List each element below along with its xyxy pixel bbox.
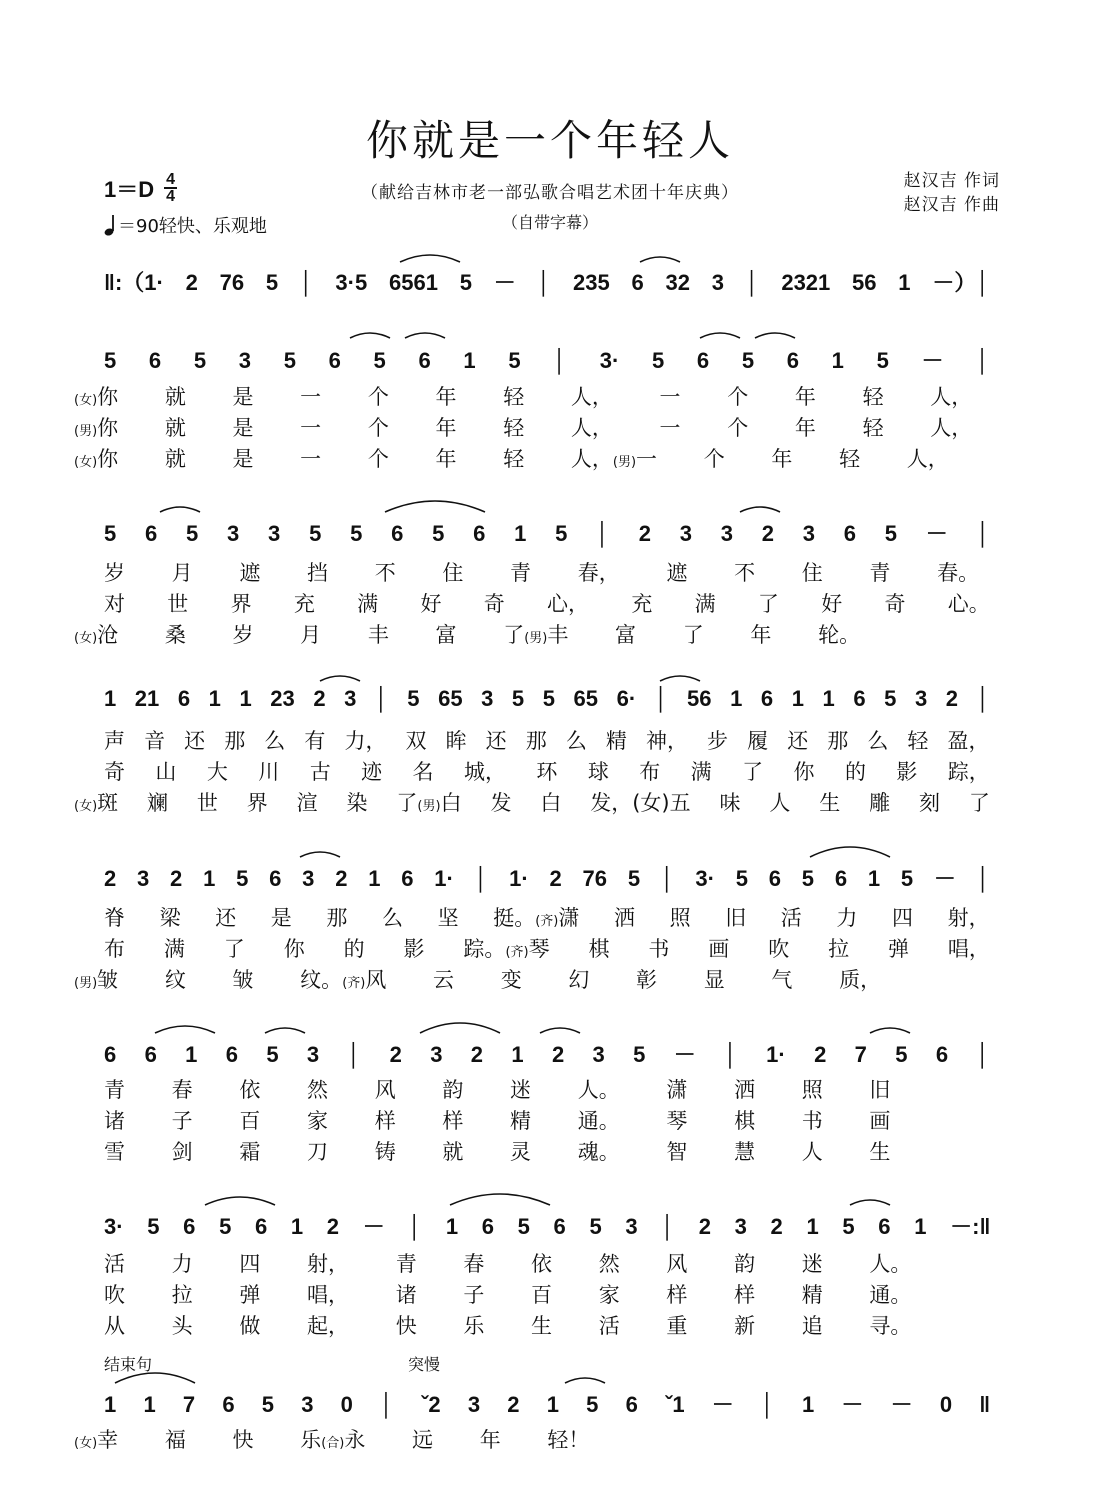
lyric-text: 声 音 还 那 么 有 力， 双 眸 还 那 么 精 神， 步 履 还 那 么 轻 盈， <box>104 729 990 753</box>
slur-mark <box>565 1378 605 1383</box>
ending-label: 结束句 <box>104 1355 153 1374</box>
lyric-text: 对 世 界 充 满 好 奇 心， 充 满 了 好 奇 心。 <box>104 592 990 616</box>
role-marker: (齐) <box>535 914 559 929</box>
slur-mark <box>755 333 795 338</box>
slur-mark <box>115 1373 195 1383</box>
role-marker: (男) <box>524 631 548 646</box>
lyric-text: 雪 剑 霜 刀 铸 就 灵 魂。 智 慧 人 生 <box>104 1140 891 1164</box>
role-marker: (女) <box>74 1436 98 1451</box>
slur-mark <box>160 507 200 512</box>
slur-mark <box>155 1026 215 1033</box>
composer-credit: 赵汉吉 作曲 <box>903 195 1000 215</box>
slur-mark <box>450 1194 550 1205</box>
slur-mark <box>810 847 890 857</box>
role-marker: (男) <box>74 976 98 991</box>
lyric-text: 奇 山 大 川 古 迹 名 城， 环 球 布 满 了 你 的 影 踪， <box>104 760 990 784</box>
role-marker: (合) <box>321 1436 345 1451</box>
slur-mark <box>420 1023 500 1033</box>
time-signature-bottom: 4 <box>166 188 176 205</box>
lyric-text: 沧 桑 岁 月 丰 富 了 <box>97 623 525 647</box>
lyric-text: 皱 纹 皱 纹。 <box>97 968 343 992</box>
role-marker: (男) <box>417 799 441 814</box>
lyric-text: 岁 月 遮 挡 不 住 青 春， 遮 不 住 青 春。 <box>104 561 980 585</box>
role-marker: (女) <box>74 393 98 408</box>
system-6-notation: 3· 5 6 5 6 1 2 － │ 1 6 5 6 5 3 │ 2 3 2 1 5 6 1 －:‖ <box>104 1214 991 1239</box>
slur-mark <box>660 676 700 681</box>
lyric-text: 诸 子 百 家 样 样 精 通。 琴 棋 书 画 <box>104 1109 891 1133</box>
role-marker: (男) <box>612 455 637 470</box>
song-title: 你就是一个年轻人 <box>365 116 734 165</box>
lyric-text: 布 满 了 你 的 影 踪。 <box>104 937 506 961</box>
slur-mark <box>870 1028 910 1033</box>
role-marker: (男) <box>74 424 98 439</box>
lyric-text: 你 就 是 一 个 年 轻 人， 一 个 年 轻 人， <box>97 385 973 409</box>
lyric-text: 从 头 做 起， 快 乐 生 活 重 新 追 寻。 <box>104 1314 912 1338</box>
ending-notation: 1 1 7 6 5 3 0 │ ˇ2 3 2 1 5 6 ˇ1 － │ 1 － － 0 ‖ <box>104 1392 991 1417</box>
role-marker: (齐) <box>505 945 529 960</box>
slur-mark <box>540 1028 580 1033</box>
lyric-text: 你 就 是 一 个 年 轻 人， <box>97 447 613 471</box>
lyric-text: 青 春 依 然 风 韵 迷 人。 潇 洒 照 旧 <box>104 1078 891 1102</box>
tempo-text: ＝90轻快、乐观地 <box>118 216 267 237</box>
lyric-text: 琴 棋 书 画 吹 拉 弹 唱， <box>528 937 990 961</box>
slur-mark <box>265 1028 305 1033</box>
lyric-text: 幸 福 快 乐 <box>97 1428 322 1452</box>
caption-note: （自带字幕） <box>501 213 598 232</box>
slur-mark <box>740 507 780 512</box>
lyric-text: 潇 洒 照 旧 活 力 四 射， <box>558 906 990 930</box>
system-3-notation: 1 21 6 1 1 23 2 3 │ 5 65 3 5 5 65 6· │ 56 1 6 1 1 6 5 3 2 │ <box>104 686 991 711</box>
lyric-text: 吹 拉 弹 唱， 诸 子 百 家 样 样 精 通。 <box>104 1283 912 1307</box>
system-4-notation: 2 3 2 1 5 6 3 2 1 6 1· │ 1· 2 76 5 │ 3· 5 6 5 6 1 5 － │ <box>104 866 991 891</box>
lyric-text: 脊 梁 还 是 那 么 坚 挺。 <box>104 906 536 930</box>
key-label: 1＝D <box>104 176 155 202</box>
lyric-text: 你 就 是 一 个 年 轻 人， 一 个 年 轻 人， <box>97 416 973 440</box>
system-5-notation: 6 6 1 6 5 3 │ 2 3 2 1 2 3 5 － │ 1· 2 7 5 6 │ <box>104 1042 991 1067</box>
sudden-slow-label: 突慢 <box>408 1355 441 1374</box>
time-signature-top: 4 <box>166 171 176 188</box>
lyric-text: 丰 富 了 年 轮。 <box>547 623 861 647</box>
slur-mark <box>400 255 460 262</box>
lyric-text: 斑 斓 世 界 渲 染 了 <box>97 791 418 815</box>
slur-mark <box>850 1200 890 1205</box>
lyric-text: 一 个 年 轻 人， <box>636 447 949 471</box>
role-marker: (女) <box>74 455 98 470</box>
lyric-text: 活 力 四 射， 青 春 依 然 风 韵 迷 人。 <box>104 1252 912 1276</box>
slur-mark <box>640 257 680 262</box>
slur-mark <box>300 852 340 857</box>
role-marker: (齐) <box>342 976 366 991</box>
intro-notation: ‖:（1· 2 76 5 │ 3·5 6561 5 － │ 235 6 32 3 │ 2321 56 1 －）│ <box>104 270 991 295</box>
slur-mark <box>350 333 390 338</box>
dedication-subtitle: （献给吉林市老一部弘歌合唱艺术团十年庆典） <box>361 183 739 203</box>
slur-mark <box>405 333 445 338</box>
lyricist-credit: 赵汉吉 作词 <box>903 171 1000 191</box>
slur-mark <box>385 501 485 512</box>
slur-mark <box>700 333 740 338</box>
role-marker: (女) <box>74 631 98 646</box>
lyric-text: 风 云 变 幻 彰 显 气 质， <box>365 968 882 992</box>
slur-mark <box>320 676 360 681</box>
system-1-notation: 5 6 5 3 5 6 5 6 1 5 │ 3· 5 6 5 6 1 5 － │ <box>104 348 990 373</box>
lyric-text: 白 发 白 发，(女)五 味 人 生 雕 刻 了 <box>440 791 990 815</box>
system-2-notation: 5 6 5 3 3 5 5 6 5 6 1 5 │ 2 3 3 2 3 6 5 － │ <box>104 521 991 546</box>
slur-mark <box>205 1197 275 1205</box>
role-marker: (女) <box>74 799 98 814</box>
lyric-text: 永 远 年 轻！ <box>344 1428 590 1452</box>
